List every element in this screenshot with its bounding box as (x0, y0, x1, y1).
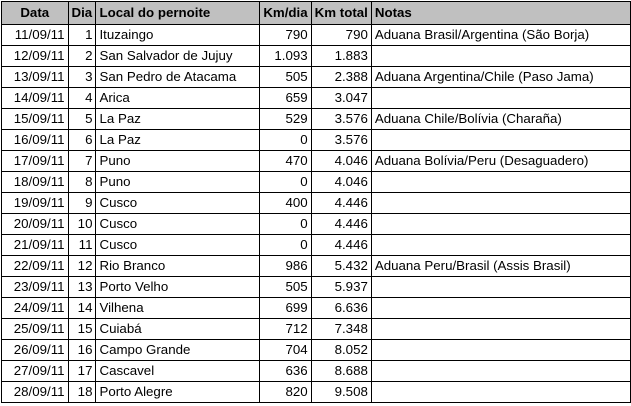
table-body (2, 25, 631, 403)
table-row (2, 256, 631, 277)
cell-dia[interactable]: 10 (68, 214, 96, 235)
cell-dia[interactable]: 2 (68, 46, 96, 67)
cell-data[interactable]: 25/09/11 (2, 319, 69, 340)
header-local[interactable]: Local do pernoite (96, 2, 260, 25)
table-row (2, 214, 631, 235)
cell-notas[interactable] (371, 340, 630, 361)
cell-notas[interactable] (371, 172, 630, 193)
header-dia[interactable]: Dia (68, 2, 96, 25)
cell-km-total[interactable]: 1.883 (311, 46, 371, 67)
cell-data[interactable]: 23/09/11 (2, 277, 69, 298)
cell-km-total[interactable]: 4.046 (311, 172, 371, 193)
cell-local[interactable]: San Salvador de Jujuy (96, 46, 260, 67)
cell-local[interactable]: Ituzaingo (96, 25, 260, 46)
cell-km-total[interactable]: 7.348 (311, 319, 371, 340)
cell-dia[interactable]: 4 (68, 88, 96, 109)
cell-local[interactable]: Porto Velho (96, 277, 260, 298)
table-row (2, 109, 631, 130)
cell-dia[interactable]: 18 (68, 382, 96, 403)
cell-local[interactable]: Cascavel (96, 361, 260, 382)
cell-km-dia[interactable]: 0 (260, 172, 311, 193)
cell-dia[interactable]: 8 (68, 172, 96, 193)
itinerary-table (1, 1, 631, 403)
cell-km-total[interactable]: 6.636 (311, 298, 371, 319)
cell-km-dia[interactable]: 820 (260, 382, 311, 403)
cell-dia[interactable]: 16 (68, 340, 96, 361)
cell-km-total[interactable]: 4.446 (311, 193, 371, 214)
cell-km-total[interactable]: 5.937 (311, 277, 371, 298)
cell-dia[interactable]: 12 (68, 256, 96, 277)
table-row (2, 88, 631, 109)
cell-local[interactable]: Campo Grande (96, 340, 260, 361)
cell-local[interactable]: Cusco (96, 235, 260, 256)
cell-data[interactable]: 18/09/11 (2, 172, 69, 193)
table-row (2, 277, 631, 298)
cell-local[interactable]: Cusco (96, 193, 260, 214)
header-km-total[interactable]: Km total (311, 2, 371, 25)
cell-km-dia[interactable]: 0 (260, 214, 311, 235)
cell-notas[interactable] (371, 46, 630, 67)
cell-data[interactable]: 11/09/11 (2, 25, 69, 46)
cell-notas[interactable] (371, 235, 630, 256)
cell-notas[interactable]: Aduana Chile/Bolívia (Charaña) (371, 109, 630, 130)
cell-data[interactable]: 20/09/11 (2, 214, 69, 235)
cell-notas[interactable]: Aduana Bolívia/Peru (Desaguadero) (371, 151, 630, 172)
cell-notas[interactable] (371, 382, 630, 403)
header-km-dia[interactable]: Km/dia (260, 2, 311, 25)
header-row (2, 2, 631, 25)
cell-km-total[interactable]: 4.446 (311, 214, 371, 235)
table-row (2, 25, 631, 46)
cell-data[interactable]: 15/09/11 (2, 109, 69, 130)
cell-km-total[interactable]: 3.576 (311, 109, 371, 130)
cell-km-total[interactable]: 4.446 (311, 235, 371, 256)
cell-data[interactable]: 24/09/11 (2, 298, 69, 319)
cell-km-total[interactable]: 4.046 (311, 151, 371, 172)
cell-local[interactable]: Vilhena (96, 298, 260, 319)
cell-local[interactable]: Cusco (96, 214, 260, 235)
cell-local[interactable]: La Paz (96, 130, 260, 151)
table-row (2, 67, 631, 88)
cell-km-dia[interactable]: 505 (260, 67, 311, 88)
cell-km-dia[interactable]: 790 (260, 25, 311, 46)
cell-dia[interactable]: 14 (68, 298, 96, 319)
cell-km-dia[interactable]: 712 (260, 319, 311, 340)
cell-km-total[interactable]: 3.047 (311, 88, 371, 109)
cell-dia[interactable]: 6 (68, 130, 96, 151)
cell-km-total[interactable]: 9.508 (311, 382, 371, 403)
cell-data[interactable]: 22/09/11 (2, 256, 69, 277)
cell-km-dia[interactable]: 636 (260, 361, 311, 382)
cell-notas[interactable] (371, 214, 630, 235)
cell-notas[interactable] (371, 193, 630, 214)
cell-data[interactable]: 17/09/11 (2, 151, 69, 172)
cell-km-total[interactable]: 790 (311, 25, 371, 46)
cell-km-dia[interactable]: 699 (260, 298, 311, 319)
table-row (2, 151, 631, 172)
cell-data[interactable]: 27/09/11 (2, 361, 69, 382)
cell-km-dia[interactable]: 470 (260, 151, 311, 172)
cell-data[interactable]: 13/09/11 (2, 67, 69, 88)
table-row (2, 382, 631, 403)
cell-km-dia[interactable]: 505 (260, 277, 311, 298)
table-row (2, 235, 631, 256)
table-row (2, 340, 631, 361)
cell-km-dia[interactable]: 0 (260, 130, 311, 151)
cell-km-total[interactable]: 3.576 (311, 130, 371, 151)
cell-local[interactable]: Arica (96, 88, 260, 109)
cell-data[interactable]: 28/09/11 (2, 382, 69, 403)
table-row (2, 319, 631, 340)
cell-data[interactable]: 19/09/11 (2, 193, 69, 214)
cell-km-dia[interactable]: 529 (260, 109, 311, 130)
cell-notas[interactable] (371, 130, 630, 151)
cell-dia[interactable]: 9 (68, 193, 96, 214)
table-row (2, 361, 631, 382)
cell-notas[interactable] (371, 298, 630, 319)
cell-km-total[interactable]: 2.388 (311, 67, 371, 88)
cell-local[interactable]: Puno (96, 172, 260, 193)
cell-notas[interactable] (371, 277, 630, 298)
cell-local[interactable]: La Paz (96, 109, 260, 130)
header-notas[interactable]: Notas (371, 2, 630, 25)
table-row (2, 46, 631, 67)
cell-notas[interactable]: Aduana Peru/Brasil (Assis Brasil) (371, 256, 630, 277)
cell-km-dia[interactable]: 0 (260, 235, 311, 256)
cell-dia[interactable]: 3 (68, 67, 96, 88)
cell-data[interactable]: 16/09/11 (2, 130, 69, 151)
header-data[interactable]: Data (2, 2, 69, 25)
cell-km-total[interactable]: 8.052 (311, 340, 371, 361)
table-row (2, 298, 631, 319)
cell-km-total[interactable]: 8.688 (311, 361, 371, 382)
cell-dia[interactable]: 13 (68, 277, 96, 298)
cell-notas[interactable] (371, 361, 630, 382)
cell-dia[interactable]: 7 (68, 151, 96, 172)
table-row (2, 172, 631, 193)
cell-dia[interactable]: 17 (68, 361, 96, 382)
cell-local[interactable]: Puno (96, 151, 260, 172)
cell-dia[interactable]: 15 (68, 319, 96, 340)
cell-dia[interactable]: 11 (68, 235, 96, 256)
cell-local[interactable]: Cuiabá (96, 319, 260, 340)
cell-km-dia[interactable]: 400 (260, 193, 311, 214)
table-row (2, 130, 631, 151)
cell-notas[interactable]: Aduana Argentina/Chile (Paso Jama) (371, 67, 630, 88)
cell-km-dia[interactable]: 659 (260, 88, 311, 109)
cell-notas[interactable]: Aduana Brasil/Argentina (São Borja) (371, 25, 630, 46)
cell-dia[interactable]: 1 (68, 25, 96, 46)
cell-data[interactable]: 26/09/11 (2, 340, 69, 361)
cell-notas[interactable] (371, 319, 630, 340)
cell-local[interactable]: San Pedro de Atacama (96, 67, 260, 88)
table-row (2, 193, 631, 214)
cell-dia[interactable]: 5 (68, 109, 96, 130)
cell-notas[interactable] (371, 88, 630, 109)
cell-km-dia[interactable]: 1.093 (260, 46, 311, 67)
cell-data[interactable]: 21/09/11 (2, 235, 69, 256)
cell-local[interactable]: Rio Branco (96, 256, 260, 277)
cell-local[interactable]: Porto Alegre (96, 382, 260, 403)
cell-data[interactable]: 14/09/11 (2, 88, 69, 109)
cell-km-dia[interactable]: 704 (260, 340, 311, 361)
cell-km-total[interactable]: 5.432 (311, 256, 371, 277)
cell-data[interactable]: 12/09/11 (2, 46, 69, 67)
cell-km-dia[interactable]: 986 (260, 256, 311, 277)
